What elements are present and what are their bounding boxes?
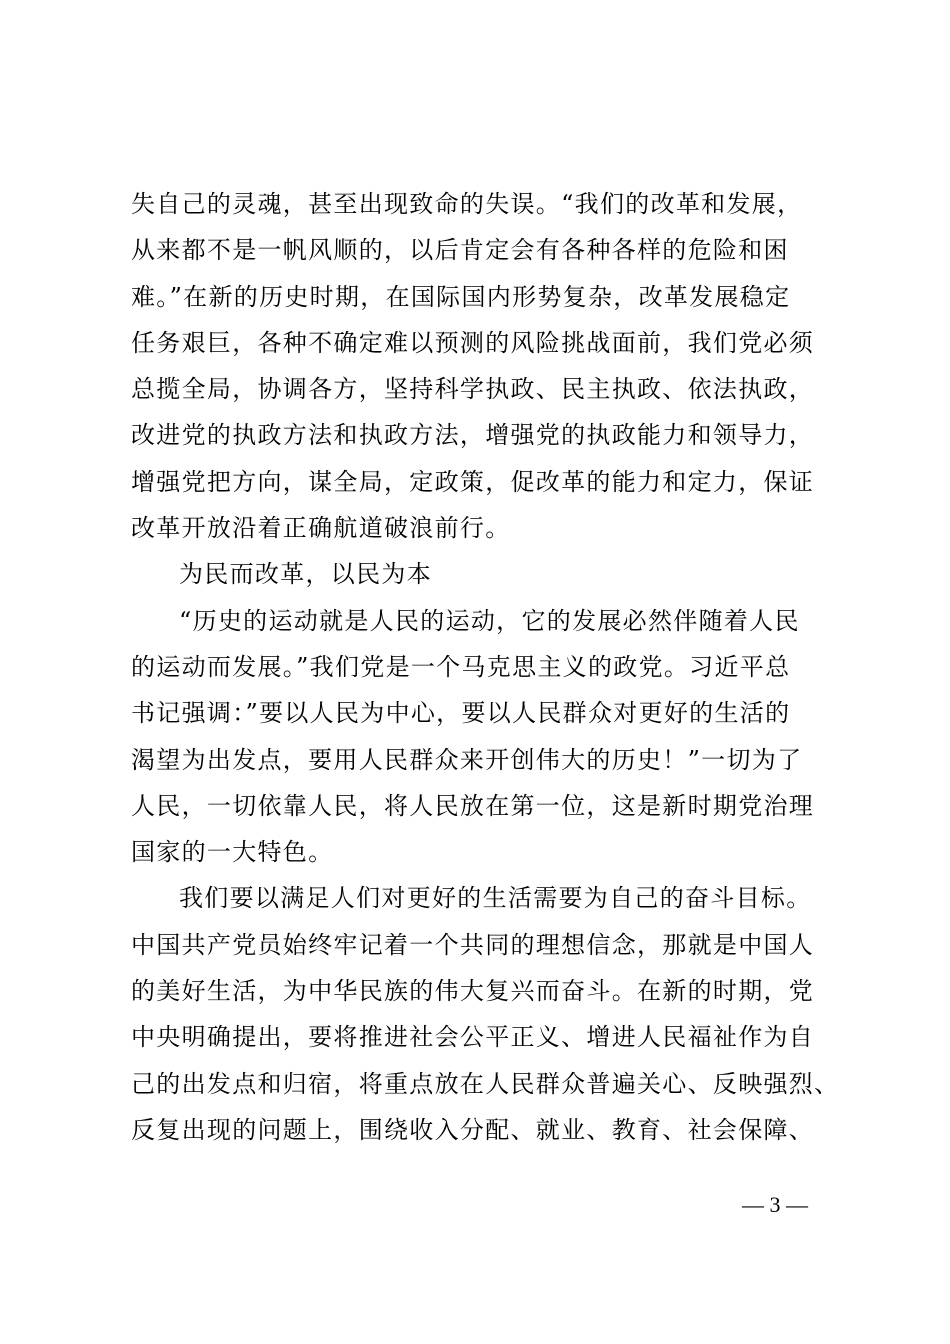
text-line: 总揽全局，协调各方，坚持科学执政、民主执政、依法执政， [131, 375, 815, 404]
text-line: 反复出现的问题上，围绕收入分配、就业、教育、社会保障、 [131, 1115, 815, 1144]
page-number: — 3 — [742, 1192, 808, 1217]
document-body [131, 181, 840, 1153]
text-line: 改革开放沿着正确航道破浪前行。 [131, 514, 511, 543]
text-line: 从来都不是一帆风顺的，以后肯定会有各种各样的危险和困 [131, 236, 789, 265]
text-line: 国家的一大特色。 [131, 838, 334, 867]
text-line: 人民，一切依靠人民，将人民放在第一位，这是新时期党治理 [131, 791, 815, 820]
text-line: 己的出发点和归宿，将重点放在人民群众普遍关心、反映强烈、 [131, 1069, 840, 1098]
paragraph-first-line: “历史的运动就是人民的运动，它的发展必然伴随着人民 [179, 606, 800, 635]
section-heading: 为民而改革，以民为本 [179, 560, 432, 589]
text-line: 任务艰巨，各种不确定难以预测的风险挑战面前，我们党必须 [131, 328, 815, 357]
paragraph-first-line: 我们要以满足人们对更好的生活需要为自己的奋斗目标。 [179, 884, 812, 913]
text-line: 渴望为出发点，要用人民群众来开创伟大的历史！”一切为了 [131, 745, 803, 774]
text-line: 增强党把方向，谋全局，定政策，促改革的能力和定力，保证 [131, 467, 815, 496]
text-line: 中国共产党员始终牢记着一个共同的理想信念，那就是中国人 [131, 930, 815, 959]
text-line: 失自己的灵魂，甚至出现致命的失误。“我们的改革和发展， [131, 190, 803, 218]
text-line: 的运动而发展。”我们党是一个马克思主义的政党。习近平总 [131, 652, 791, 681]
text-line: 难。”在新的历史时期，在国际国内形势复杂，改革发展稳定 [131, 282, 791, 311]
text-line: 改进党的执政方法和执政方法，增强党的执政能力和领导力， [131, 421, 815, 450]
text-line: 书记强调：”要以人民为中心，要以人民群众对更好的生活的 [131, 699, 791, 728]
text-line: 中央明确提出，要将推进社会公平正义、增进人民福祉作为自 [131, 1023, 815, 1052]
text-line: 的美好生活，为中华民族的伟大复兴而奋斗。在新的时期，党 [131, 977, 815, 1006]
